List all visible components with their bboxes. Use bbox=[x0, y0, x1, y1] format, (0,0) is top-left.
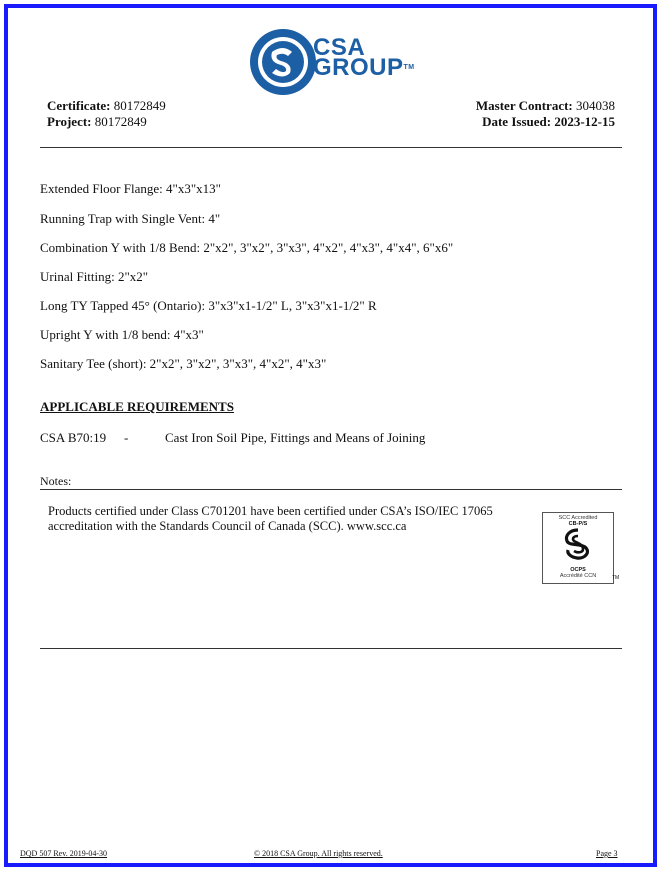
scc-line-4: Accrédité CCN bbox=[559, 573, 597, 579]
certificate-value: 80172849 bbox=[113, 98, 166, 113]
certificate-block bbox=[47, 98, 166, 130]
notes-label: Notes: bbox=[40, 474, 72, 488]
requirements-title: APPLICABLE REQUIREMENTS bbox=[40, 399, 234, 414]
date-issued-label: Date Issued: bbox=[482, 114, 552, 129]
notes-divider bbox=[40, 489, 622, 490]
footer-doc-id: DQD 507 Rev. 2019-04-30 bbox=[20, 849, 108, 858]
product-item: Urinal Fitting: 2"x2" bbox=[40, 269, 149, 284]
scc-tm: TM bbox=[612, 575, 620, 581]
product-item: Upright Y with 1/8 bend: 4"x3" bbox=[40, 327, 204, 342]
scc-line-3: OCPS bbox=[570, 567, 586, 573]
product-item: Running Trap with Single Vent: 4" bbox=[40, 211, 221, 226]
brand-line-1: CSA bbox=[313, 34, 366, 61]
brand-line-2: GROUP bbox=[313, 54, 404, 81]
brand-tm: TM bbox=[403, 64, 415, 71]
contract-block bbox=[476, 98, 615, 130]
brand-wordmark bbox=[313, 34, 415, 81]
requirement-dash: - bbox=[124, 430, 129, 445]
product-item: Long TY Tapped 45° (Ontario): 3"x3"x1-1/2" L, 3"x3"x1-1/2" R bbox=[40, 298, 377, 313]
project-value: 80172849 bbox=[94, 114, 147, 129]
master-contract-value: 304038 bbox=[576, 98, 615, 113]
bottom-divider bbox=[40, 648, 622, 649]
master-contract-label: Master Contract: bbox=[475, 98, 573, 113]
header-divider bbox=[40, 147, 622, 148]
project-label: Project: bbox=[47, 114, 92, 129]
requirement-standard: CSA B70:19 bbox=[40, 430, 107, 445]
product-item: Combination Y with 1/8 Bend: 2"x2", 3"x2", 3"x3", 4"x2", 4"x3", 4"x4", 6"x6" bbox=[40, 240, 454, 255]
requirement-description: Cast Iron Soil Pipe, Fittings and Means of Joining bbox=[165, 430, 426, 445]
notes-body: Products certified under Class C701201 have been certified under CSA’s ISO/IEC 17065 accreditation with the Standards Council of Canada (SCC). www.scc.ca bbox=[48, 504, 493, 533]
product-item: Extended Floor Flange: 4"x3"x13" bbox=[40, 181, 221, 196]
scc-line-2: CB-P/S bbox=[568, 521, 588, 527]
footer-copyright: © 2018 CSA Group. All rights reserved. bbox=[254, 849, 383, 858]
product-item: Sanitary Tee (short): 2"x2", 3"x2", 3"x3", 4"x2", 4"x3" bbox=[40, 356, 327, 371]
footer-page-number: Page 3 bbox=[596, 849, 618, 858]
scc-accreditation-badge bbox=[542, 512, 614, 584]
certificate-label: Certificate: bbox=[47, 98, 111, 113]
scc-line-1: SCC Accredited bbox=[558, 515, 598, 521]
scc-swirl-icon bbox=[561, 527, 595, 561]
date-issued-value: 2023-12-15 bbox=[554, 114, 615, 129]
